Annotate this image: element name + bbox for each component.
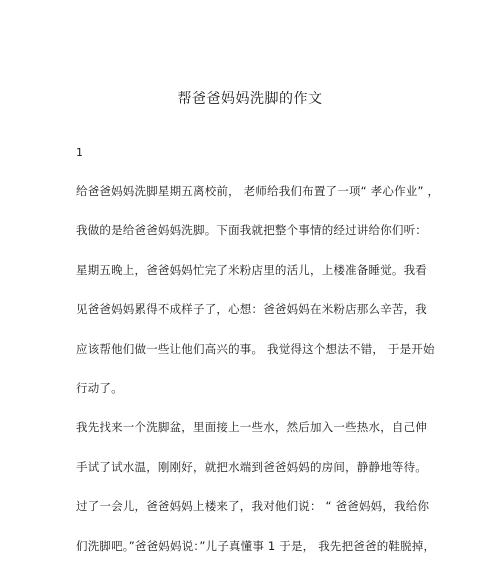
paragraph-line: 行动了。 [76,381,123,395]
document-title: 帮爸爸妈妈洗脚的作文 [177,91,323,107]
section-number: 1 [76,146,83,159]
paragraph-line: 见爸爸妈妈累得不成样子了，心想：爸爸妈妈在米粉店那么辛苦，我 [76,302,427,316]
paragraph-line: 手试了试水温，刚刚好，就把水端到爸爸妈妈的房间，静静地等待。 [76,460,427,474]
paragraph-line: 我做的是给爸爸妈妈洗脚。下面我就把整个事情的经过讲给你们听： [76,223,427,237]
paragraph-line: 过了一会儿，爸爸妈妈上楼来了，我对他们说： “ 爸爸妈妈，我给你 [76,499,430,513]
paragraph-line: 应该帮他们做一些让他们高兴的事。 我觉得这个想法不错， 于是开始 [76,342,435,356]
paragraph-line: 星期五晚上，爸爸妈妈忙完了米粉店里的活儿，上楼准备睡觉。我看 [76,263,427,277]
paragraph-line: 我先找来一个洗脚盆，里面接上一些水，然后加入一些热水，自己伸 [76,420,427,434]
paragraph-line: 们洗脚吧。”爸爸妈妈说：”儿子真懂事 1 于是， 我先把爸爸的鞋脱掉， [76,539,436,553]
paragraph-line: 给爸爸妈妈洗脚星期五离校前， 老师给我们布置了一项“ 孝心作业” ， [76,184,440,198]
